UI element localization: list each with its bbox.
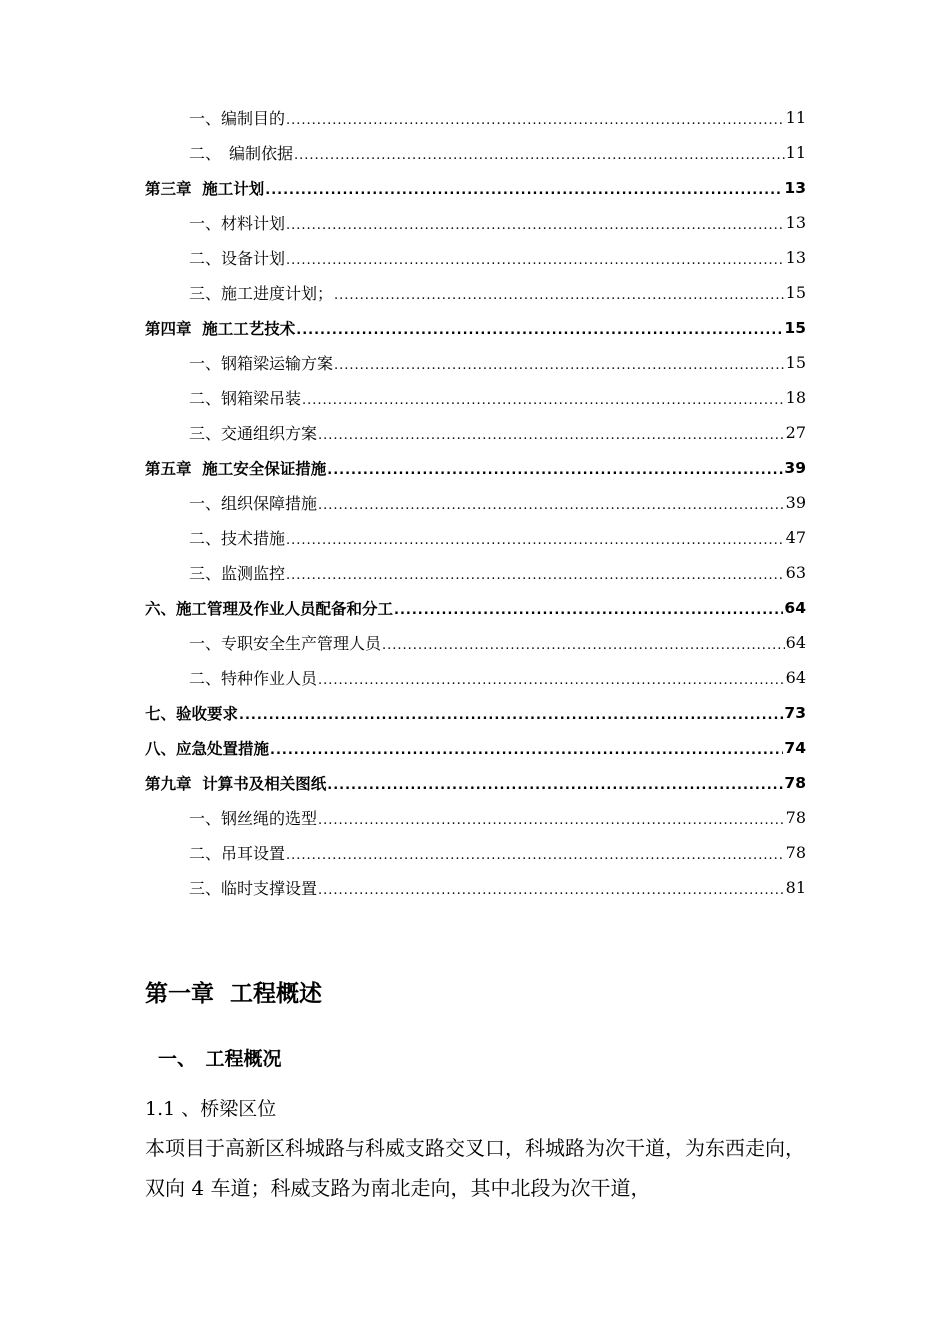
toc-entry-title: 第五章 施工安全保证措施 [145, 459, 327, 478]
toc-section-entry[interactable] [145, 275, 806, 310]
toc-entry-title: 第九章 计算书及相关图纸 [145, 774, 327, 793]
toc-section-entry[interactable] [145, 625, 806, 660]
toc-page-number: 39 [785, 493, 806, 512]
toc-section-entry[interactable] [145, 485, 806, 520]
toc-dot-leader [294, 149, 785, 170]
toc-dot-leader [318, 499, 785, 520]
toc-section-entry[interactable] [145, 800, 806, 835]
toc-page-number: 15 [785, 353, 806, 372]
toc-entry-title: 三、施工进度计划； [189, 284, 334, 303]
body-paragraph: 本项目于高新区科城路与科威支路交叉口，科城路为次干道，为东西走向，双向 4 车道；科威支路为南北走向，其中北段为次干道， [145, 1136, 805, 1200]
toc-entry-title: 一、钢箱梁运输方案 [189, 354, 334, 373]
toc-dot-leader [318, 429, 785, 450]
toc-entry-title: 六、施工管理及作业人员配备和分工 [145, 599, 394, 618]
toc-entry-title: 二、吊耳设置 [189, 844, 286, 863]
toc-page-number: 15 [784, 318, 806, 337]
toc-page-number: 13 [785, 213, 806, 232]
toc-section-entry[interactable] [145, 520, 806, 555]
toc-section-entry[interactable] [145, 135, 806, 170]
toc-dot-leader [327, 779, 783, 800]
toc-chapter-entry[interactable] [145, 590, 806, 625]
toc-section-entry[interactable] [145, 415, 806, 450]
toc-page-number: 13 [784, 178, 806, 197]
toc-section-entry[interactable] [145, 100, 806, 135]
toc-chapter-entry[interactable] [145, 310, 806, 345]
toc-section-entry[interactable] [145, 380, 806, 415]
subsection-heading: 1.1 、桥梁区位 [145, 1098, 277, 1120]
toc-dot-leader [318, 884, 785, 905]
toc-entry-title: 三、监测监控 [189, 564, 286, 583]
toc-dot-leader [286, 569, 785, 590]
toc-page-number: 78 [785, 808, 806, 827]
toc-entry-title: 一、编制目的 [189, 109, 286, 128]
toc-page-number: 74 [784, 738, 806, 757]
table-of-contents [145, 100, 806, 905]
toc-entry-title: 三、临时支撑设置 [189, 879, 318, 898]
toc-dot-leader [286, 534, 785, 555]
toc-dot-leader [382, 639, 785, 660]
toc-dot-leader [239, 709, 783, 730]
toc-chapter-entry[interactable] [145, 730, 806, 765]
chapter-heading: 第一章 工程概述 [145, 981, 323, 1007]
toc-entry-title: 二、设备计划 [189, 249, 286, 268]
toc-dot-leader [286, 114, 785, 135]
toc-page-number: 64 [785, 633, 806, 652]
toc-section-entry[interactable] [145, 660, 806, 695]
toc-page-number: 47 [785, 528, 806, 547]
toc-entry-title: 第四章 施工工艺技术 [145, 319, 296, 338]
toc-page-number: 81 [785, 878, 806, 897]
toc-page-number: 64 [785, 668, 806, 687]
toc-entry-title: 二、 编制依据 [189, 144, 294, 163]
toc-page-number: 64 [784, 598, 806, 617]
toc-dot-leader [270, 744, 783, 765]
toc-chapter-entry[interactable] [145, 450, 806, 485]
toc-entry-title: 三、交通组织方案 [189, 424, 318, 443]
section-heading: 一、 工程概况 [158, 1048, 282, 1070]
toc-page-number: 78 [784, 773, 806, 792]
toc-dot-leader [286, 219, 785, 240]
toc-dot-leader [265, 184, 783, 205]
toc-entry-title: 一、钢丝绳的选型 [189, 809, 318, 828]
toc-section-entry[interactable] [145, 240, 806, 275]
toc-dot-leader [286, 254, 785, 275]
toc-entry-title: 二、技术措施 [189, 529, 286, 548]
toc-section-entry[interactable] [145, 835, 806, 870]
toc-entry-title: 第三章 施工计划 [145, 179, 265, 198]
toc-section-entry[interactable] [145, 345, 806, 380]
toc-dot-leader [286, 849, 785, 870]
toc-page-number: 11 [785, 108, 806, 127]
toc-page-number: 13 [785, 248, 806, 267]
toc-entry-title: 二、钢箱梁吊装 [189, 389, 302, 408]
toc-section-entry[interactable] [145, 205, 806, 240]
toc-entry-title: 一、组织保障措施 [189, 494, 318, 513]
toc-page-number: 63 [785, 563, 806, 582]
toc-page-number: 27 [785, 423, 806, 442]
toc-page-number: 78 [785, 843, 806, 862]
toc-dot-leader [296, 324, 783, 345]
toc-dot-leader [302, 394, 785, 415]
toc-dot-leader [318, 814, 785, 835]
toc-dot-leader [334, 289, 785, 310]
toc-page-number: 39 [784, 458, 806, 477]
toc-entry-title: 八、应急处置措施 [145, 739, 270, 758]
toc-entry-title: 一、材料计划 [189, 214, 286, 233]
toc-dot-leader [394, 604, 783, 625]
toc-page-number: 73 [784, 703, 806, 722]
toc-section-entry[interactable] [145, 555, 806, 590]
toc-page-number: 11 [785, 143, 806, 162]
toc-chapter-entry[interactable] [145, 170, 806, 205]
toc-entry-title: 七、验收要求 [145, 704, 239, 723]
toc-section-entry[interactable] [145, 870, 806, 905]
toc-dot-leader [318, 674, 785, 695]
toc-entry-title: 二、特种作业人员 [189, 669, 318, 688]
toc-dot-leader [327, 464, 783, 485]
toc-chapter-entry[interactable] [145, 765, 806, 800]
toc-dot-leader [334, 359, 785, 380]
toc-page-number: 18 [785, 388, 806, 407]
toc-page-number: 15 [785, 283, 806, 302]
toc-chapter-entry[interactable] [145, 695, 806, 730]
toc-entry-title: 一、专职安全生产管理人员 [189, 634, 382, 653]
